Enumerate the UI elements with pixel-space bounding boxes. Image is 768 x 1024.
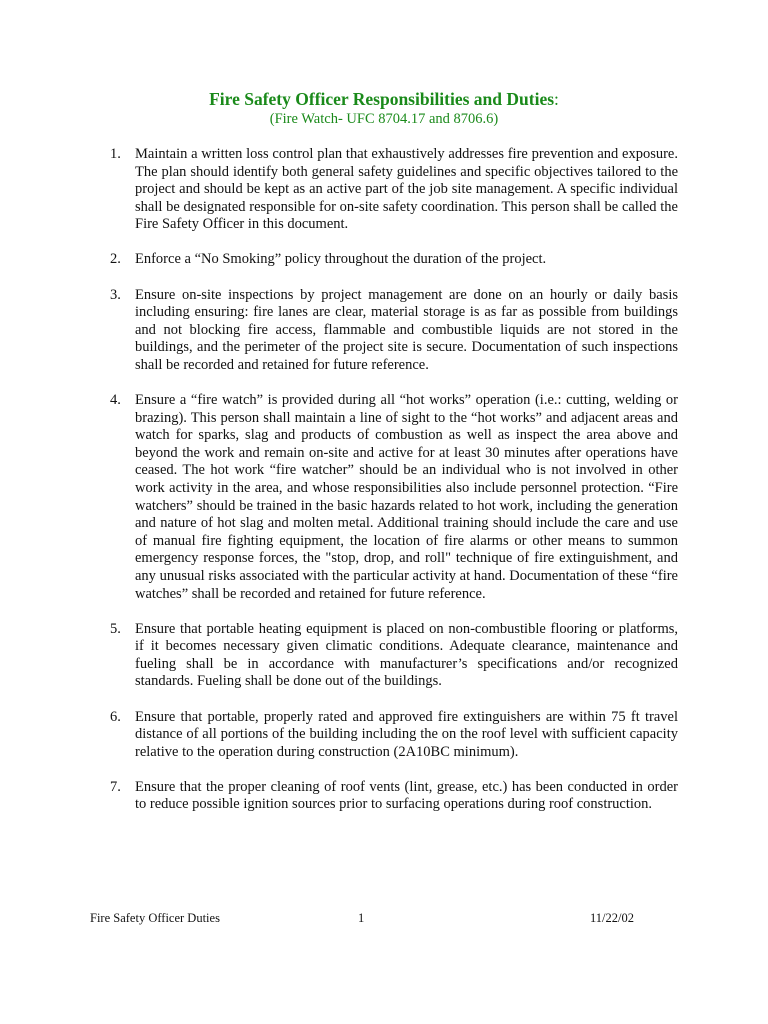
document-header <box>0 88 768 128</box>
list-item-text: Enforce a “No Smoking” policy throughout the duration of the project. <box>135 251 547 268</box>
list-item-number: 7. <box>110 778 121 795</box>
list-item-text: Ensure that portable, properly rated and approved fire extinguishers are within 75 ft travel distance of all portions of the building including the on the roof level with sufficient capacity relative to the operation during construction (2A10BC minimum). <box>135 708 678 760</box>
list-item <box>110 251 678 269</box>
list-item-text: Ensure a “fire watch” is provided during all “hot works” operation (i.e.: cutting, welding or brazing). This person shall maintain a line of sight to the “hot works” and adjacent areas and watch for sparks, slag and products of combustion as well as inspect the area above and beyond the work and remain on-site and active for at least 30 minutes after operations have ceased. The hot work “fire watcher” should be an individual who is not involved in other work activity in the area, and whose responsibilities also include personnel protection. “Fire watchers” should be trained in the basic hazards related to hot work, including the generation and nature of hot slag and molten metal. Additional training should include the care and use of manual fire fighting equipment, the location of fire alarms or other means to summon emergency response forces, the "stop, drop, and roll" technique of fire extinguishment, and any unusual risks associated with the particular activity at hand. Documentation of these “fire watches” shall be recorded and retained for future reference. <box>135 392 678 602</box>
title-text: Fire Safety Officer Responsibilities and Duties <box>209 89 555 109</box>
list-item <box>110 779 678 814</box>
page-subtitle: (Fire Watch- UFC 8704.17 and 8706.6) <box>269 111 499 127</box>
page-title <box>0 88 768 110</box>
list-item <box>110 392 678 603</box>
duties-list <box>110 146 678 832</box>
list-item-text: Ensure that the proper cleaning of roof vents (lint, grease, etc.) has been conducted in order to reduce possible ignition sources prior to surfacing operations during roof construction. <box>135 778 678 813</box>
list-item-number: 3. <box>110 286 121 303</box>
list-item-number: 4. <box>110 392 121 409</box>
list-item-number: 2. <box>110 251 121 268</box>
list-item-number: 1. <box>110 146 121 162</box>
footer-page-number: 1 <box>358 911 365 925</box>
list-item-text: Ensure that portable heating equipment is placed on non-combustible flooring or platforms, if it becomes necessary given climatic conditions. Adequate clearance, maintenance and fueling shall be in accordance with manufacturer’s specifications and/or recognized standards. Fueling shall be done out of the buildings. <box>135 620 678 690</box>
title-colon: : <box>554 89 559 109</box>
list-item <box>110 146 678 234</box>
list-item <box>110 287 678 375</box>
list-item <box>110 621 678 691</box>
list-item <box>110 709 678 762</box>
footer-date: 11/22/02 <box>590 911 634 925</box>
list-item-number: 6. <box>110 708 121 725</box>
page-footer <box>90 911 634 929</box>
list-item-text: Ensure on-site inspections by project management are done on an hourly or daily basis including ensuring: fire lanes are clear, material storage is as far as possible from buildings and not blocking fire access, flammable and combustible liquids are not stored in the buildings, and the perimeter of the project site is secure. Documentation of such inspections shall be recorded and retained for future reference. <box>135 286 678 373</box>
list-item-number: 5. <box>110 620 121 637</box>
footer-document-title: Fire Safety Officer Duties <box>90 911 220 925</box>
list-item-text: Maintain a written loss control plan that exhaustively addresses fire prevention and exposure. The plan should identify both general safety guidelines and specific objectives tailored to the project and should be kept as an active part of the job site management. A specific individual shall be designated responsible for on-site safety coordination. This person shall be called the Fire Safety Officer in this document. <box>135 146 678 233</box>
